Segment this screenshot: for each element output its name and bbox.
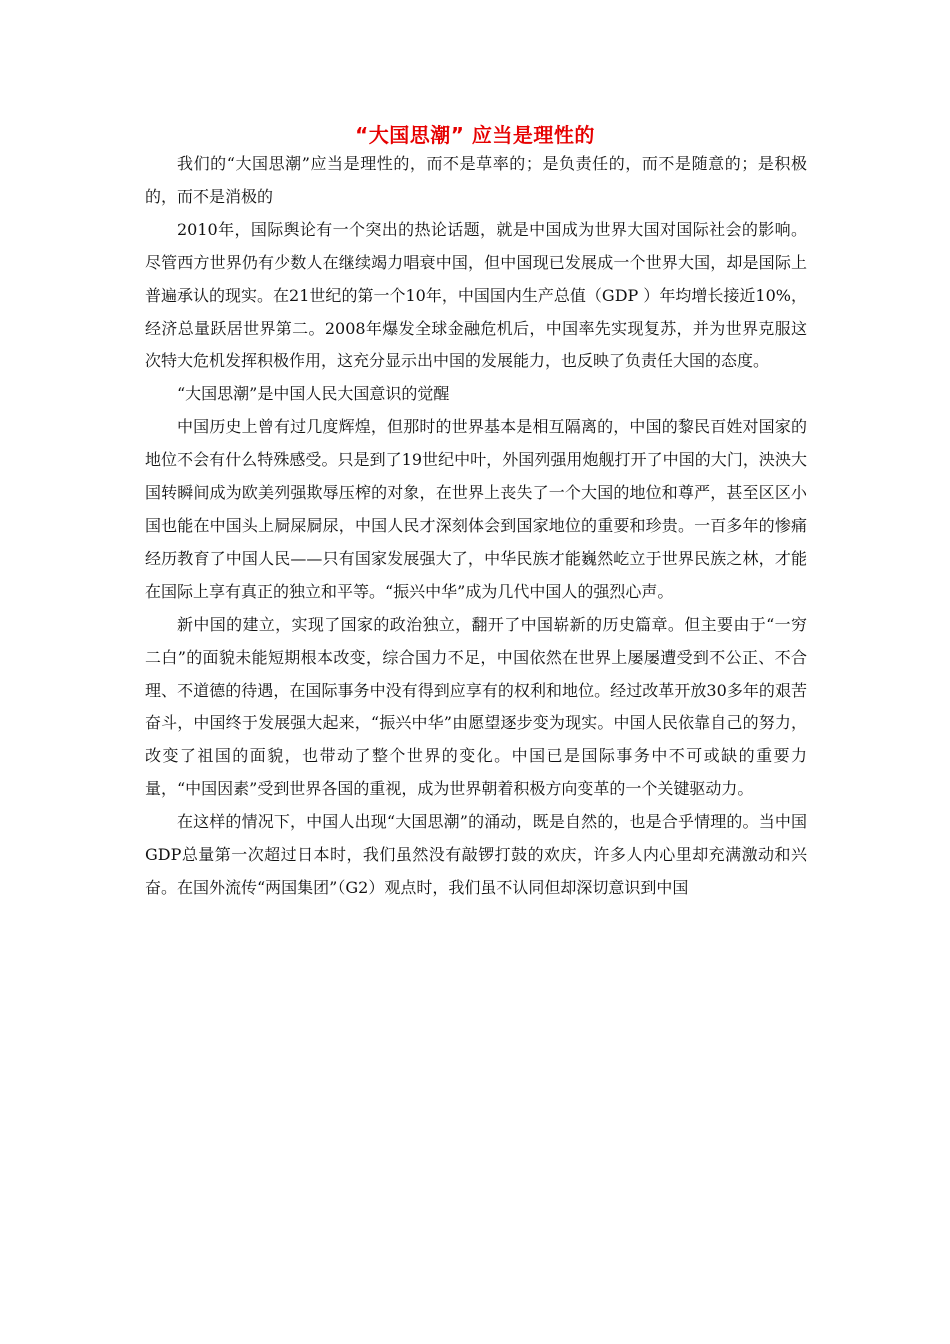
paragraph-intro: 我们的“大国思潮”应当是理性的，而不是草率的；是负责任的，而不是随意的；是积极的，而不是消极的	[145, 154, 807, 206]
document-body	[145, 148, 807, 905]
paragraph-great-power-trend: 在这样的情况下，中国人出现“大国思潮”的涌动，既是自然的，也是合乎情理的。当中国GDP总量第一次超过日本时，我们虽然没有敲锣打鼓的欢庆，许多人内心里却充满激动和兴奋。在国外流传“两国集团”（G2）观点时，我们虽不认同但却深切意识到中国	[145, 812, 807, 897]
paragraph-2010: 2010年，国际舆论有一个突出的热论话题，就是中国成为世界大国对国际社会的影响。尽管西方世界仍有少数人在继续竭力唱衰中国，但中国现已发展成一个世界大国，却是国际上普遍承认的现实。在21世纪的第一个10年，中国国内生产总值（GDP ）年均增长接近10%，经济总量跃居世界第二。2008年爆发全球金融危机后，中国率先实现复苏，并为世界克服这次特大危机发挥积极作用，这充分显示出中国的发展能力，也反映了负责任大国的态度。	[145, 219, 807, 371]
section-heading: “大国思潮”是中国人民大国意识的觉醒	[177, 384, 450, 404]
paragraph-history: 中国历史上曾有过几度辉煌，但那时的世界基本是相互隔离的，中国的黎民百姓对国家的地位不会有什么特殊感受。只是到了19世纪中叶，外国列强用炮舰打开了中国的大门，泱泱大国转瞬间成为欧美列强欺辱压榨的对象，在世界上丧失了一个大国的地位和尊严，甚至区区小国也能在中国头上屙屎屙尿，中国人民才深刻体会到国家地位的重要和珍贵。一百多年的惨痛经历教育了中国人民——只有国家发展强大了，中华民族才能巍然屹立于世界民族之林，才能在国际上享有真正的独立和平等。“振兴中华”成为几代中国人的强烈心声。	[145, 417, 807, 601]
document-title: “大国思潮” 应当是理性的	[355, 123, 595, 147]
paragraph-new-china: 新中国的建立，实现了国家的政治独立，翻开了中国崭新的历史篇章。但主要由于“一穷二白”的面貌未能短期根本改变，综合国力不足，中国依然在世界上屡屡遭受到不公正、不合理、不道德的待遇，在国际事务中没有得到应享有的权利和地位。经过改革开放30多年的艰苦奋斗，中国终于发展强大起来，“振兴中华”由愿望逐步变为现实。中国人民依靠自己的努力，改变了祖国的面貌，也带动了整个世界的变化。中国已是国际事务中不可或缺的重要力量，“中国因素”受到世界各国的重视，成为世界朝着积极方向变革的一个关键驱动力。	[145, 614, 807, 799]
